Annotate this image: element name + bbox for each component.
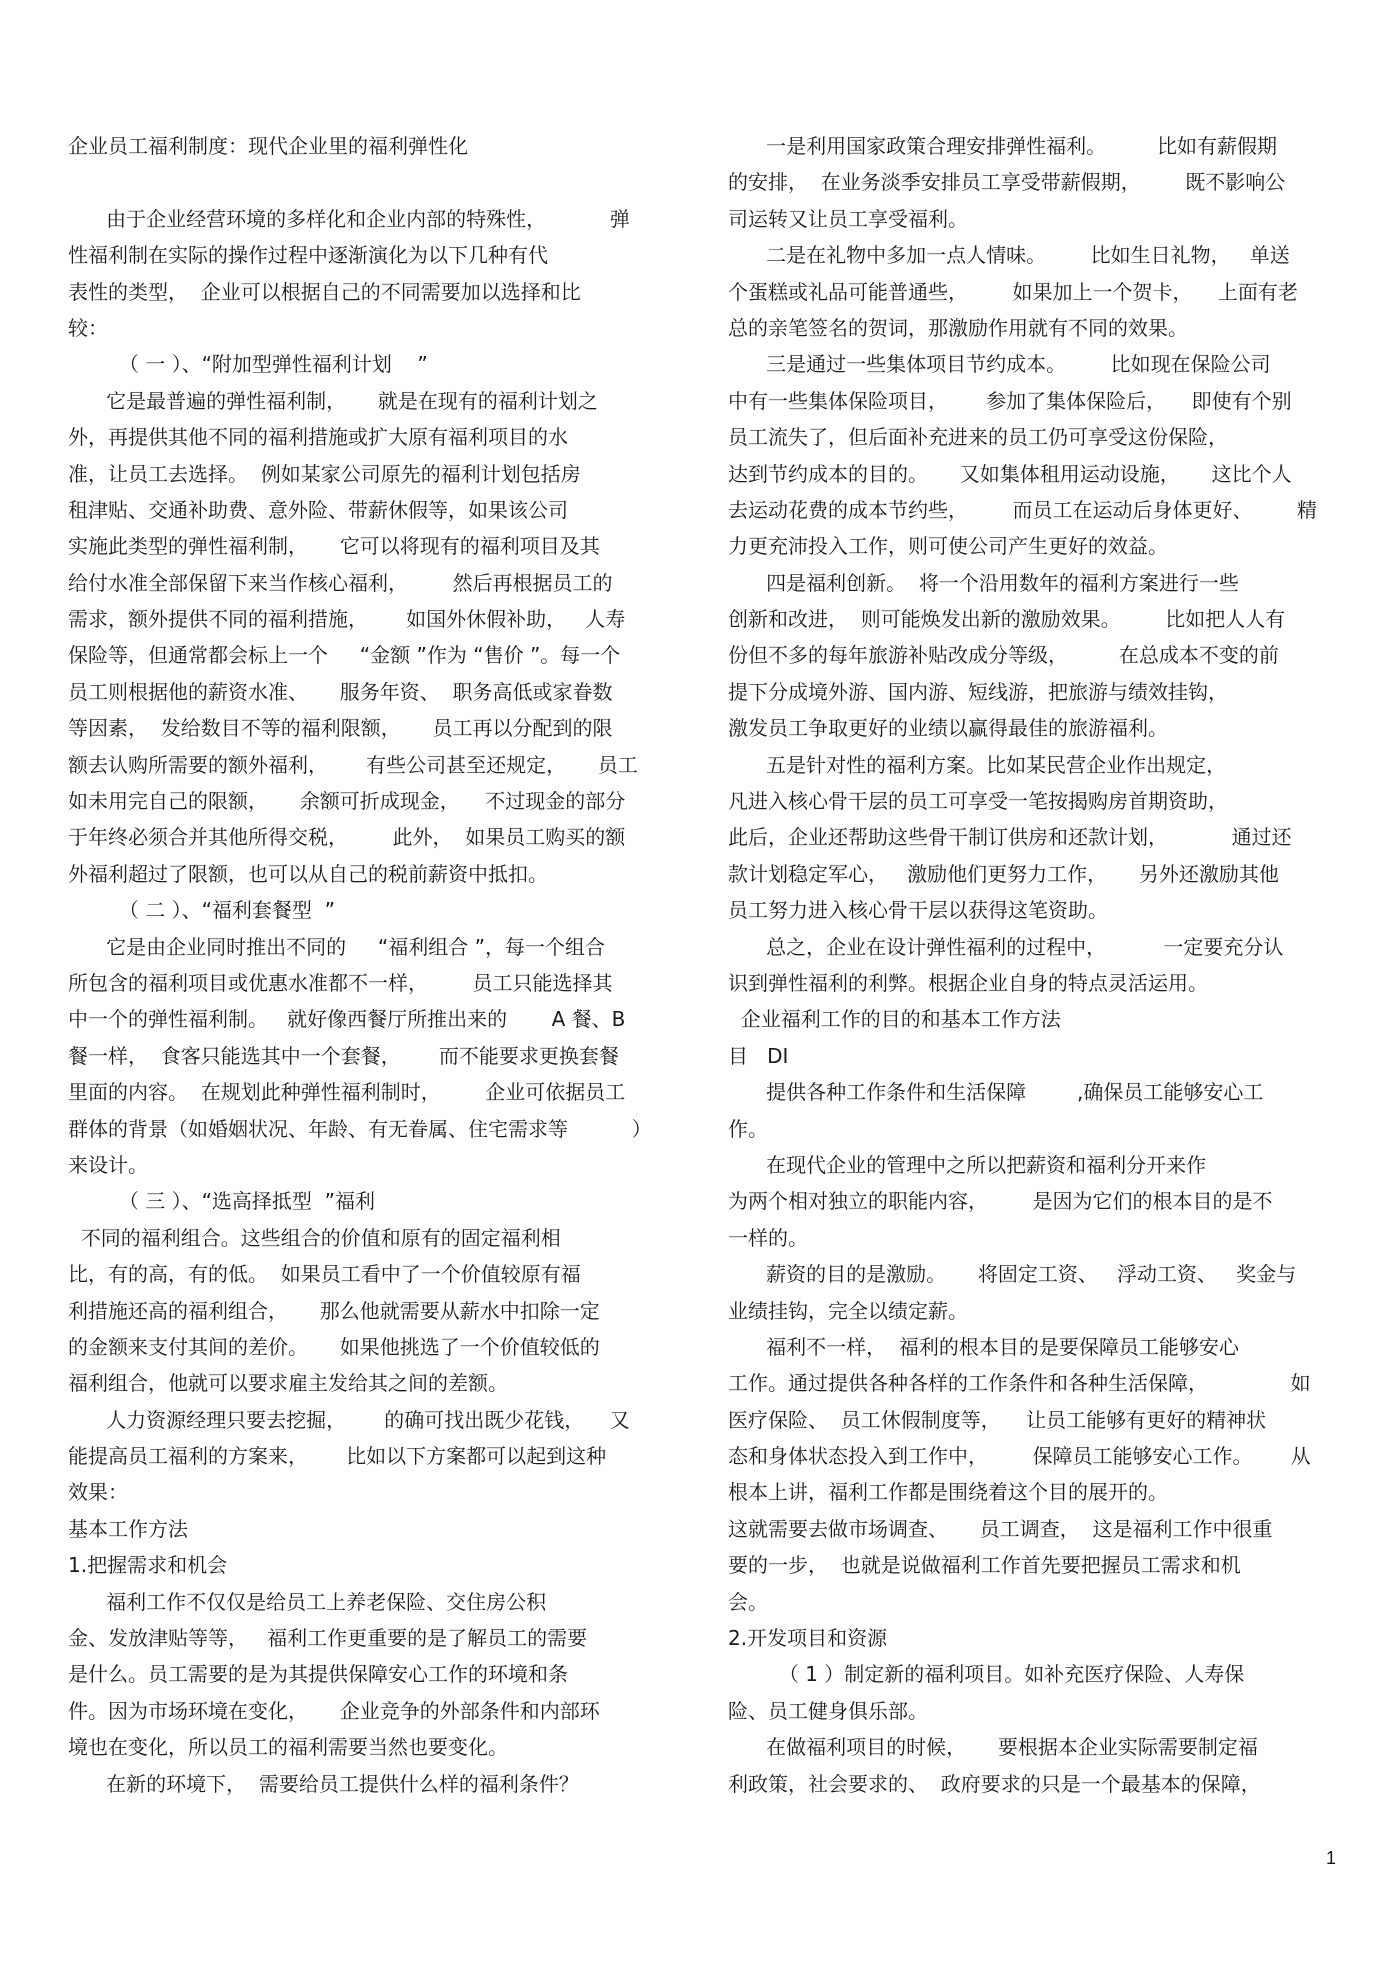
text-line: 较：	[68, 315, 108, 340]
text-line: 激发员工争取更好的业绩以赢得最佳的旅游福利。	[728, 716, 1168, 741]
text-line: 五是针对性的福利方案。比如某民营企业作出规定，	[728, 752, 1227, 777]
text-line: 利政策，社会要求的、 政府要求的只是一个最基本的保障，	[728, 1771, 1261, 1796]
text-line: 在新的环境下， 需要给员工提供什么样的福利条件？	[68, 1771, 579, 1796]
text-line: 这就需要去做市场调查、 员工调查， 这是福利工作中很重	[728, 1516, 1273, 1541]
text-line: 险、员工健身俱乐部。	[728, 1698, 928, 1723]
text-line: 要的一步， 也就是说做福利工作首先要把握员工需求和机	[728, 1553, 1241, 1578]
text-line: 福利不一样， 福利的根本目的是要保障员工能够安心	[728, 1334, 1239, 1359]
text-line: 人力资源经理只要去挖掘， 的确可找出既少花钱， 又	[68, 1407, 630, 1432]
text-line: 需求，额外提供不同的福利措施， 如国外休假补助， 人寿	[68, 607, 626, 632]
text-line: 会。	[728, 1589, 768, 1614]
text-line: 给付水准全部保留下来当作核心福利， 然后再根据员工的	[68, 570, 613, 595]
text-line: 能提高员工福利的方案来， 比如以下方案都可以起到这种	[68, 1444, 607, 1469]
text-line: 去运动花费的成本节约些， 而员工在运动后身体更好、 精	[728, 497, 1318, 522]
text-line: 司运转又让员工享受福利。	[728, 206, 968, 231]
text-line: 的金额来支付其间的差价。 如果他挑选了一个价值较低的	[68, 1334, 600, 1359]
text-line: 境也在变化，所以员工的福利需要当然也要变化。	[68, 1735, 508, 1760]
text-line: 凡进入核心骨干层的员工可享受一笔按揭购房首期资助，	[728, 789, 1228, 814]
page-number: 1	[1326, 1848, 1337, 1868]
text-line: 款计划稳定军心， 激励他们更努力工作， 另外还激励其他	[728, 861, 1279, 886]
text-line: 提供各种工作条件和生活保障 ,确保员工能够安心工	[728, 1080, 1264, 1105]
text-line: （ 二 ）、“福利套餐型 ”	[68, 898, 336, 923]
text-line: 根本上讲，福利工作都是围绕着这个目的展开的。	[728, 1480, 1168, 1505]
text-line: 企业福利工作的目的和基本工作方法	[728, 1007, 1061, 1032]
text-line: 员工则根据他的薪资水准、 服务年资、 职务高低或家眷数	[68, 679, 613, 704]
text-line: 性福利制在实际的操作过程中逐渐演化为以下几种有代	[68, 243, 548, 268]
text-line: 租津贴、交通补助费、意外险、带薪休假等，如果该公司	[68, 497, 568, 522]
text-line: 2.开发项目和资源	[728, 1626, 888, 1651]
text-line: 里面的内容。 在规划此种弹性福利制时， 企业可依据员工	[68, 1080, 626, 1105]
text-line: 中有一些集体保险项目， 参加了集体保险后， 即使有个别	[728, 388, 1292, 413]
text-line: 业绩挂钩，完全以绩定薪。	[728, 1298, 968, 1323]
text-line: 四是福利创新。 将一个沿用数年的福利方案进行一些	[728, 570, 1239, 595]
text-line: 态和身体状态投入到工作中， 保障员工能够安心工作。 从	[728, 1444, 1311, 1469]
text-line: （ 1 ）制定新的福利项目。如补充医疗保险、人寿保	[728, 1662, 1245, 1687]
text-line: 目 DI	[728, 1043, 789, 1068]
text-line: 员工流失了，但后面补充进来的员工仍可享受这份保险，	[728, 425, 1228, 450]
text-line: 员工努力进入核心骨干层以获得这笔资助。	[728, 898, 1108, 923]
text-line: 创新和改进， 则可能焕发出新的激励效果。 比如把人人有	[728, 607, 1286, 632]
text-line: 比，有的高，有的低。 如果员工看中了一个价值较原有福	[68, 1262, 581, 1287]
text-line: 件。因为市场环境在变化， 企业竞争的外部条件和内部环	[68, 1698, 600, 1723]
text-line: 由于企业经营环境的多样化和企业内部的特殊性， 弹	[68, 206, 630, 231]
text-line	[68, 164, 688, 200]
text-line: 表性的类型， 企业可以根据自己的不同需要加以选择和比	[68, 279, 581, 304]
text-line: 作。	[728, 1116, 768, 1141]
text-line: 识到弹性福利的利弊。根据企业自身的特点灵活运用。	[728, 970, 1208, 995]
text-line: 如未用完自己的限额， 余额可折成现金， 不过现金的部分	[68, 789, 626, 814]
text-line: 利措施还高的福利组合， 那么他就需要从薪水中扣除一定	[68, 1298, 600, 1323]
text-line: 中一个的弹性福利制。 就好像西餐厅所推出来的 A 餐、B	[68, 1007, 626, 1032]
text-line: 二是在礼物中多加一点人情味。 比如生日礼物， 单送	[728, 243, 1290, 268]
text-line: 额去认购所需要的额外福利， 有些公司甚至还规定， 员工	[68, 752, 638, 777]
text-line: 所包含的福利项目或优惠水准都不一样， 员工只能选择其	[68, 970, 613, 995]
text-line: 为两个相对独立的职能内容， 是因为它们的根本目的是不	[728, 1189, 1273, 1214]
text-line: 餐一样， 食客只能选其中一个套餐， 而不能要求更换套餐	[68, 1043, 619, 1068]
text-line: 薪资的目的是激励。 将固定工资、 浮动工资、 奖金与	[728, 1262, 1297, 1287]
text-line: （ 三 ）、“选高择抵型 ”福利	[68, 1189, 376, 1214]
text-line: 一是利用国家政策合理安排弹性福利。 比如有薪假期	[728, 134, 1278, 158]
text-line: 群体的背景（如婚姻状况、年龄、有无眷属、住宅需求等 ）	[68, 1116, 652, 1141]
text-line: 份但不多的每年旅游补贴改成分等级， 在总成本不变的前	[728, 643, 1279, 668]
text-line: 准，让员工去选择。 例如某家公司原先的福利计划包括房	[68, 461, 581, 486]
text-line: 于年终必须合并其他所得交税， 此外， 如果员工购买的额	[68, 825, 626, 850]
text-line: 的安排， 在业务淡季安排员工享受带薪假期， 既不影响公	[728, 170, 1286, 195]
text-line: 工作。通过提供各种各样的工作条件和各种生活保障， 如	[728, 1371, 1311, 1396]
text-line: 基本工作方法	[68, 1516, 188, 1541]
text-line: 企业员工福利制度：现代企业里的福利弹性化	[68, 134, 468, 158]
text-line: 此后，企业还帮助这些骨干制订供房和还款计划， 通过还	[728, 825, 1292, 850]
text-line: （ 一 ）、“附加型弹性福利计划 ”	[68, 352, 428, 377]
text-line: 三是通过一些集体项目节约成本。 比如现在保险公司	[728, 352, 1271, 377]
text-line: 外，再提供其他不同的福利措施或扩大原有福利项目的水	[68, 425, 568, 450]
left-column	[68, 128, 688, 1802]
text-line: 1.把握需求和机会	[68, 1553, 228, 1578]
text-line: 达到节约成本的目的。 又如集体租用运动设施， 这比个人	[728, 461, 1292, 486]
text-line: 总的亲笔签名的贺词，那激励作用就有不同的效果。	[728, 315, 1188, 340]
text-line: 福利工作不仅仅是给员工上养老保险、交住房公积	[68, 1589, 547, 1614]
text-line: 它是最普遍的弹性福利制， 就是在现有的福利计划之	[68, 388, 598, 413]
text-line: 实施此类型的弹性福利制， 它可以将现有的福利项目及其	[68, 534, 600, 559]
text-line: 保险等，但通常都会标上一个 “金额 ”作为 “售价 ”。每一个	[68, 643, 621, 668]
text-line: 效果：	[68, 1480, 128, 1505]
text-line: 力更充沛投入工作，则可使公司产生更好的效益。	[728, 534, 1168, 559]
text-line: 是什么。员工需要的是为其提供保障安心工作的环境和条	[68, 1662, 568, 1687]
text-line: 在做福利项目的时候， 要根据本企业实际需要制定福	[728, 1735, 1258, 1760]
text-line: 不同的福利组合。这些组合的价值和原有的固定福利相	[68, 1225, 561, 1250]
text-line: 个蛋糕或礼品可能普通些， 如果加上一个贺卡， 上面有老	[728, 279, 1298, 304]
text-line: 等因素， 发给数目不等的福利限额， 员工再以分配到的限	[68, 716, 613, 741]
text-line: 来设计。	[68, 1152, 148, 1177]
text-line: 医疗保险、 员工休假制度等， 让员工能够有更好的精神状	[728, 1407, 1267, 1432]
text-line: 提下分成境外游、国内游、短线游，把旅游与绩效挂钩，	[728, 679, 1228, 704]
text-line: 福利组合，他就可以要求雇主发给其之间的差额。	[68, 1371, 508, 1396]
text-line: 一样的。	[728, 1225, 808, 1250]
text-line: 它是由企业同时推出不同的 “福利组合 ”，每一个组合	[68, 934, 606, 959]
right-column	[728, 128, 1348, 1802]
text-line: 在现代企业的管理中之所以把薪资和福利分开来作	[728, 1152, 1207, 1177]
text-line: 总之，企业在设计弹性福利的过程中， 一定要充分认	[728, 934, 1284, 959]
text-line: 金、发放津贴等等， 福利工作更重要的是了解员工的需要	[68, 1626, 588, 1651]
text-line: 外福利超过了限额，也可以从自己的税前薪资中抵扣。	[68, 861, 548, 886]
